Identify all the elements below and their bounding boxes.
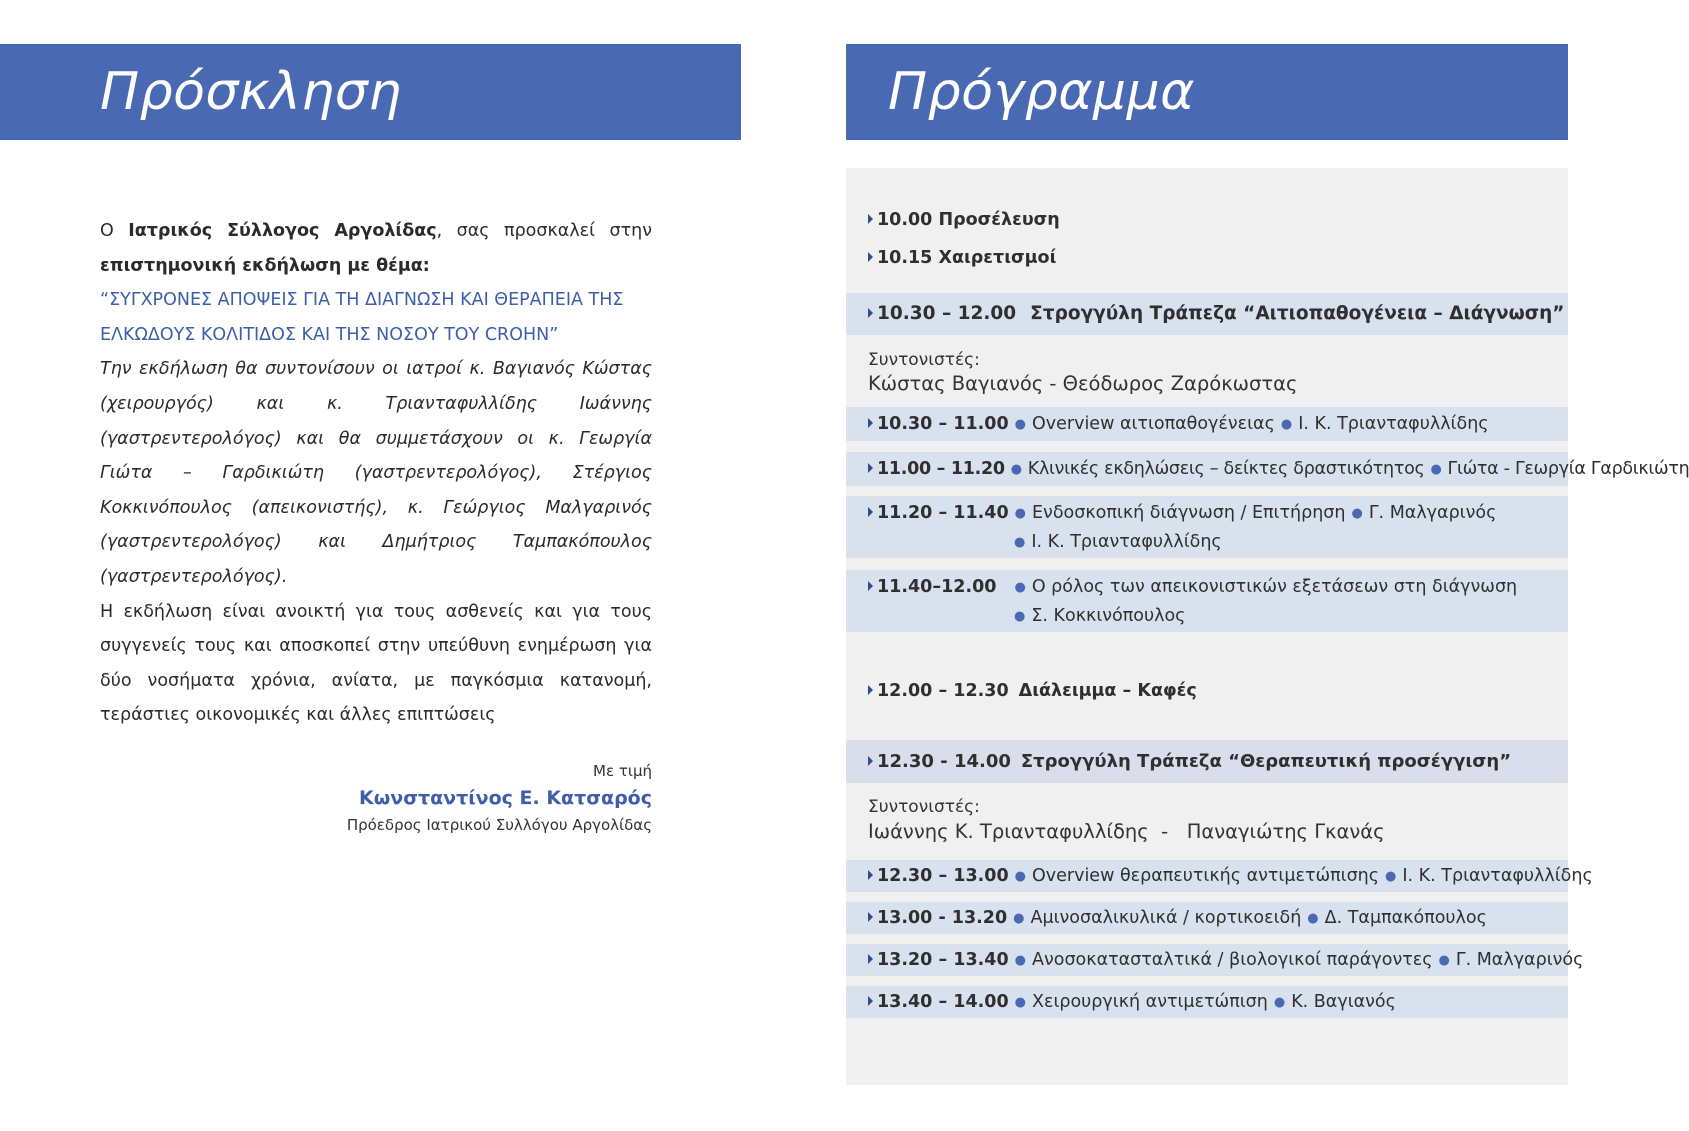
talk-row: 13.40 – 14.00 ● Χειρουργική αντιμετώπιση ● Κ. Βαγιανός [846,986,1568,1018]
bullet-triangle-icon [868,418,873,428]
coordinators-paragraph: Την εκδήλωση θα συντονίσουν οι ιατροί κ. Βαγιανός Κώστας (χειρουργός) και κ. Τριανταφυλλίδης Ιωάννης (γαστρεντερολόγος) και θα συμμετάσχουν οι κ. Γεωργία Γιώτα – Γαρδικιώτη (γαστρεντερολόγος), Στέργιος Κοκκινόπουλος (απεικονιστής), κ. Γεώργιος Μαλγαρινός (γαστρεντερολόγος) και Δημήτριος Ταμπακόπουλος (γαστρεντερολόγος). [100,359,652,587]
dot-icon: ● [1014,869,1026,884]
talk-row: 10.30 – 11.00 ● Overview αιτιοπαθογένειας ● Ι. Κ. Τριανταφυλλίδης [846,407,1568,441]
talk-row: 11.20 – 11.40 ● Ενδοσκοπική διάγνωση / Επιτήρηση ● Γ. Μαλγαρινός ● Ι. Κ. Τριανταφυλλίδης [846,496,1568,558]
talk-row: 13.00 - 13.20 ● Αμινοσαλικυλικά / κορτικοειδή ● Δ. Ταμπακόπουλος [846,902,1568,934]
organization-name: Ιατρικός Σύλλογος Αργολίδας [128,221,437,241]
dot-icon: ● [1438,953,1450,968]
signer-role: Πρόεδρος Ιατρικού Συλλόγου Αργολίδας [346,816,652,834]
dot-icon: ● [1273,995,1286,1010]
dot-icon: ● [1014,580,1026,595]
dot-icon: ● [1014,417,1026,432]
dot-icon: ● [1014,995,1026,1010]
break-row: 12.00 – 12.30 Διάλειμμα – Καφές [846,678,1568,704]
dot-icon: ● [1014,953,1026,968]
signer-name: Κωνσταντίνος Ε. Κατσαρός [359,787,652,809]
talk-row: 13.20 – 13.40 ● Ανοσοκατασταλτικά / βιολογικοί παράγοντες ● Γ. Μαλγαρινός [846,944,1568,976]
session1-header: 10.30 – 12.00 Στρογγύλη Τράπεζα “Αιτιοπαθογένεια – Διάγνωση” [846,293,1568,335]
bullet-triangle-icon [868,912,873,922]
dot-icon: ● [1280,417,1293,432]
bullet-triangle-icon [868,308,873,318]
bullet-triangle-icon [868,870,873,880]
bullet-triangle-icon [868,463,873,473]
bullet-triangle-icon [868,214,873,224]
talk-row: 12.30 – 13.00 ● Overview θεραπευτικής αντιμετώπισης ● Ι. Κ. Τριανταφυλλίδης [846,860,1568,892]
program-title: Πρόγραμμα [846,44,1568,140]
session2-moderators-label: Συντονιστές: [868,797,980,817]
event-intro: επιστημονική εκδήλωση με θέμα: [100,255,430,276]
bullet-triangle-icon [868,507,873,517]
session2-moderators: Ιωάννης Κ. Τριανταφυλλίδης - Παναγιώτης Γκανάς [868,820,1385,843]
dot-icon: ● [1307,911,1319,926]
dot-icon: ● [1010,462,1022,477]
arrival-row: 10.00 Προσέλευση [846,208,1568,232]
intro-paragraph: Ο Ιατρικός Σύλλογος Αργολίδας, σας προσκαλεί στην επιστημονική εκδήλωση με θέμα: [100,221,653,276]
greetings-row: 10.15 Χαιρετισμοί [846,246,1568,270]
invitation-body [100,214,652,733]
bullet-triangle-icon [868,685,873,695]
open-event-paragraph: Η εκδήλωση είναι ανοικτή για τους ασθενείς και για τους συγγενείς τους και αποσκοπεί στην υπεύθυνη ενημέρωση για δύο νοσήματα χρόνια, ανίατα, με παγκόσμια κατανομή, τεράστιες οικονομικές και άλλες επιπτώσεις [100,601,652,726]
bullet-triangle-icon [868,756,873,766]
dot-icon: ● [1430,462,1442,477]
dot-icon: ● [1014,609,1026,624]
dot-icon: ● [1014,535,1026,550]
talk-row: 11.40–12.00 ● Ο ρόλος των απεικονιστικών εξετάσεων στη διάγνωση ● Σ. Κοκκινόπουλος [846,570,1568,632]
signature-block [347,760,652,836]
invitation-title: Πρόσκληση [0,44,741,140]
bullet-triangle-icon [868,996,873,1006]
talk-row: 11.00 – 11.20 ● Κλινικές εκδηλώσεις – δείκτες δραστικότητος ● Γιώτα - Γεωργία Γαρδικιώτη [846,452,1568,486]
bullet-triangle-icon [868,581,873,591]
event-topic: “ΣΥΓΧΡΟΝΕΣ ΑΠΟΨΕΙΣ ΓΙΑ ΤΗ ΔΙΑΓΝΩΣΗ ΚΑΙ ΘΕΡΑΠΕΙΑ ΤΗΣ ΕΛΚΩΔΟΥΣ ΚΟΛΙΤΙΔΟΣ ΚΑΙ ΤΗΣ ΝΟΣΟΥ ΤΟΥ CROHN” [100,290,624,345]
session1-moderators-label: Συντονιστές: [868,350,980,370]
session2-header: 12.30 - 14.00 Στρογγύλη Τράπεζα “Θεραπευτική προσέγγιση” [846,740,1568,783]
dot-icon: ● [1351,506,1363,521]
bullet-triangle-icon [868,954,873,964]
dot-icon: ● [1014,506,1026,521]
regards: Με τιμή [593,762,652,780]
session1-moderators: Κώστας Βαγιανός - Θεόδωρος Ζαρόκωστας [868,372,1298,395]
dot-icon: ● [1385,869,1397,884]
bullet-triangle-icon [868,252,873,262]
dot-icon: ● [1013,911,1025,926]
